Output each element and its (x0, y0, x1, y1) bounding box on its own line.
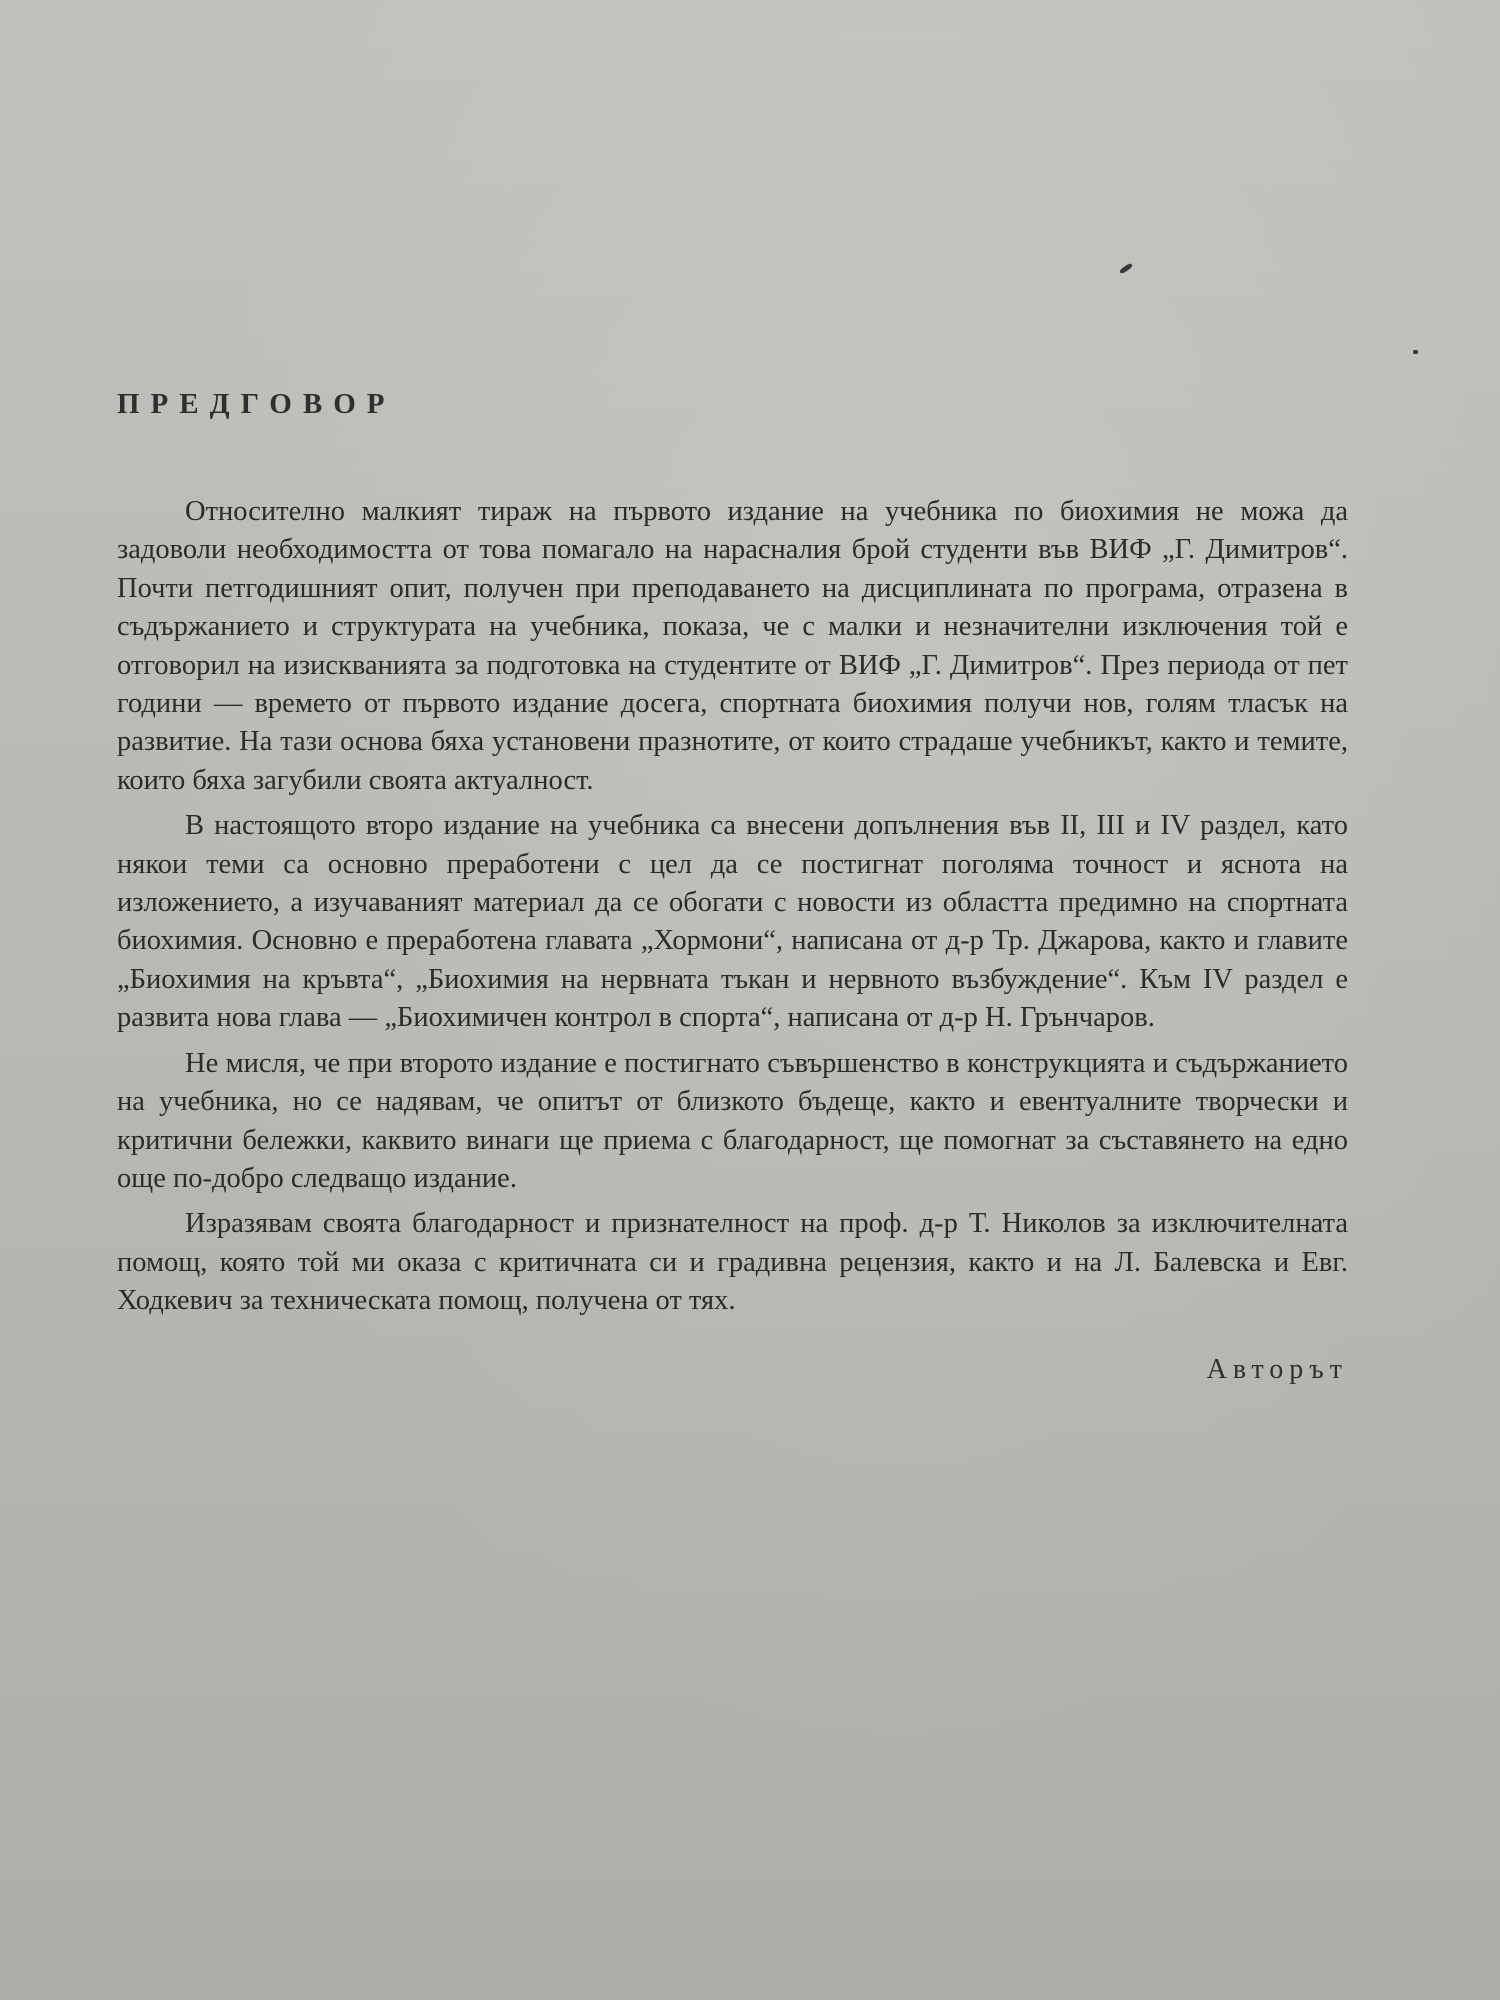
paragraph-4: Изразявам своята благодарност и признателност на проф. д-р Т. Николов за изключителната помощ, която той ми оказа с критичната си и градивна рецензия, както и на Л. Балевска и Евг. Ходкевич за техническата помощ, получена от тях. (117, 1208, 1348, 1317)
ink-speck (1413, 350, 1418, 354)
paragraph-2: В настоящото второ издание на учебника са внесени допълнения във II, III и IV раздел, като някои теми са основно преработени с цел да се постигнат поголяма точност и яснота на изложението, а изучаваният материал да се обогати с новости из областта предимно на спортната биохимия. Основно е преработена главата „Хормони“, написана от д-р Тр. Джарова, както и главите „Биохимия на кръвта“, „Биохимия на нервната тъкан и нервното възбуждение“. Към IV раздел е развита нова глава — „Биохимичен контрол в спорта“, написана от д-р Н. Грънчаров. (117, 810, 1348, 1034)
ink-speck (1119, 262, 1133, 274)
paragraph-3: Не мисля, че при второто издание е постигнато съвършенство в конструкцията и съдържанието на учебника, но се надявам, че опитът от близкото бъдеще, както и евентуалните творчески и критични бележки, каквито винаги ще приема с благодарност, ще помогнат за съставянето на едно още по-добро следващо издание. (117, 1047, 1348, 1194)
author-signature: Авторът (1206, 1354, 1348, 1385)
page-title: ПРЕДГОВОР (117, 388, 396, 420)
preface-body (117, 493, 1348, 1328)
paragraph-1: Относително малкият тираж на първото издание на учебника по биохимия не можа да задоволи необходимостта от това помагало на нарасналия брой студенти във ВИФ „Г. Димитров“. Почти петгодишният опит, получен при преподаването на дисциплината по програма, отразена в съдържанието и структурата на учебника, показа, че с малки и незначителни изключения той е отговорил на изискванията за подготовка на студентите от ВИФ „Г. Димитров“. През периода от пет години — времето от първото издание досега, спортната биохимия получи нов, голям тласък на развитие. На тази основа бяха установени празнотите, от които страдаше учебникът, както и темите, които бяха загубили своята актуалност. (117, 496, 1348, 796)
